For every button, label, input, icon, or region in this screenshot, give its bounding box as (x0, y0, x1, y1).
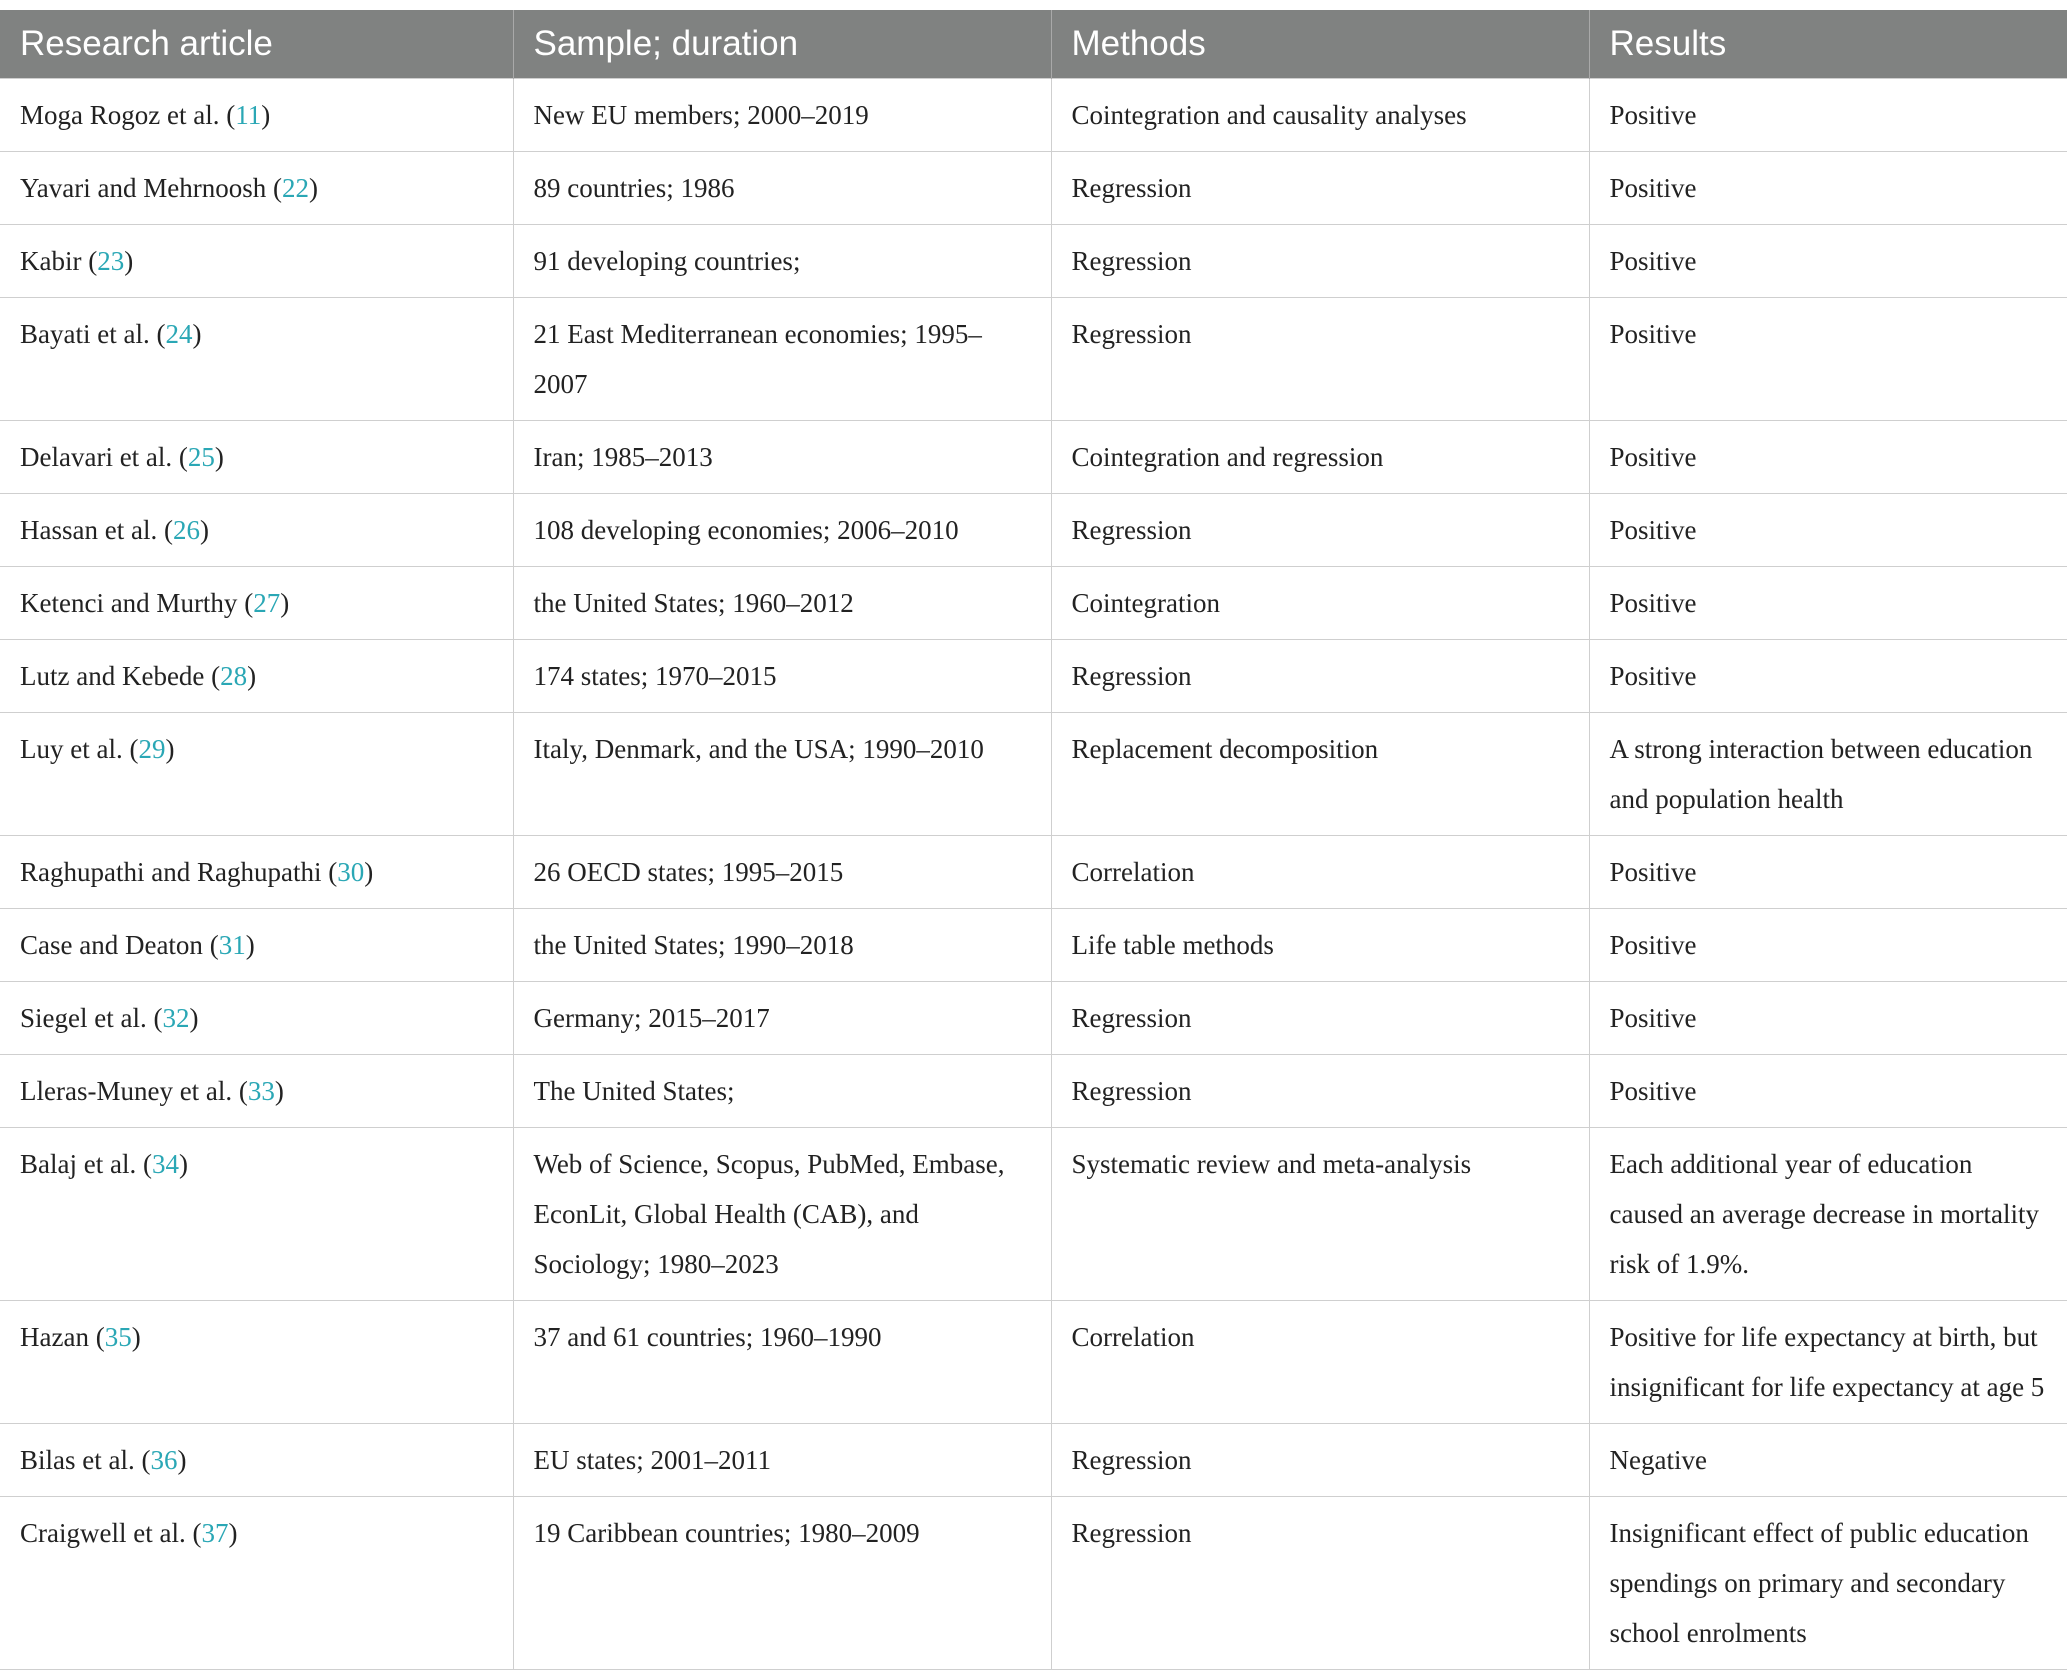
cell-research-article: Craigwell et al. (37) (0, 1497, 513, 1670)
author-name: Craigwell et al. (20, 1518, 186, 1548)
cell-sample-duration: EU states; 2001–2011 (513, 1424, 1051, 1497)
cell-results: Positive (1589, 79, 2067, 152)
citation-link[interactable]: 35 (104, 1322, 132, 1352)
citation-link[interactable]: 29 (138, 734, 166, 764)
citation-link[interactable]: 22 (281, 173, 309, 203)
cell-research-article: Kabir (23) (0, 225, 513, 298)
author-name: Hassan et al. (20, 515, 158, 545)
cell-research-article: Siegel et al. (32) (0, 982, 513, 1055)
cell-sample-duration: Germany; 2015–2017 (513, 982, 1051, 1055)
author-name: Kabir (20, 246, 82, 276)
cell-results: Positive (1589, 298, 2067, 421)
citation-link[interactable]: 32 (162, 1003, 190, 1033)
cell-sample-duration: The United States; (513, 1055, 1051, 1128)
header-methods: Methods (1051, 10, 1589, 79)
cell-methods: Replacement decomposition (1051, 713, 1589, 836)
header-results: Results (1589, 10, 2067, 79)
cell-research-article: Yavari and Mehrnoosh (22) (0, 152, 513, 225)
table-row (0, 152, 2067, 225)
cell-methods: Cointegration and causality analyses (1051, 79, 1589, 152)
table-row (0, 79, 2067, 152)
cell-results: Positive (1589, 909, 2067, 982)
table-body (0, 79, 2067, 1670)
cell-research-article: Bilas et al. (36) (0, 1424, 513, 1497)
author-name: Moga Rogoz et al. (20, 100, 220, 130)
cell-research-article: Luy et al. (29) (0, 713, 513, 836)
cell-methods: Regression (1051, 494, 1589, 567)
cell-results: Positive (1589, 421, 2067, 494)
cell-methods: Cointegration (1051, 567, 1589, 640)
cell-research-article: Hassan et al. (26) (0, 494, 513, 567)
cell-sample-duration: 174 states; 1970–2015 (513, 640, 1051, 713)
cell-sample-duration: New EU members; 2000–2019 (513, 79, 1051, 152)
citation-link[interactable]: 34 (151, 1149, 179, 1179)
citation-link[interactable]: 11 (235, 100, 262, 130)
table-row (0, 225, 2067, 298)
author-name: Ketenci and Murthy (20, 588, 238, 618)
cell-methods: Regression (1051, 1424, 1589, 1497)
table-row (0, 1128, 2067, 1301)
cell-methods: Regression (1051, 982, 1589, 1055)
cell-methods: Correlation (1051, 1301, 1589, 1424)
table-row (0, 909, 2067, 982)
cell-results: Insignificant effect of public education spendings on primary and secondary school enrolments (1589, 1497, 2067, 1670)
cell-methods: Life table methods (1051, 909, 1589, 982)
author-name: Case and Deaton (20, 930, 203, 960)
cell-research-article: Balaj et al. (34) (0, 1128, 513, 1301)
cell-results: Positive (1589, 225, 2067, 298)
cell-sample-duration: 91 developing countries; (513, 225, 1051, 298)
cell-results: A strong interaction between education and population health (1589, 713, 2067, 836)
cell-methods: Regression (1051, 152, 1589, 225)
cell-sample-duration: Web of Science, Scopus, PubMed, Embase, EconLit, Global Health (CAB), and Sociology; 1980–2023 (513, 1128, 1051, 1301)
author-name: Bilas et al. (20, 1445, 135, 1475)
cell-research-article: Lleras-Muney et al. (33) (0, 1055, 513, 1128)
citation-link[interactable]: 37 (201, 1518, 229, 1548)
cell-results: Positive (1589, 640, 2067, 713)
citation-link[interactable]: 27 (253, 588, 281, 618)
cell-sample-duration: 37 and 61 countries; 1960–1990 (513, 1301, 1051, 1424)
cell-research-article: Delavari et al. (25) (0, 421, 513, 494)
cell-research-article: Hazan (35) (0, 1301, 513, 1424)
header-research-article: Research article (0, 10, 513, 79)
author-name: Yavari and Mehrnoosh (20, 173, 267, 203)
table-row (0, 1301, 2067, 1424)
cell-results: Positive (1589, 836, 2067, 909)
author-name: Hazan (20, 1322, 89, 1352)
cell-research-article: Raghupathi and Raghupathi (30) (0, 836, 513, 909)
cell-results: Positive (1589, 982, 2067, 1055)
table-row (0, 982, 2067, 1055)
table-row (0, 421, 2067, 494)
citation-link[interactable]: 25 (187, 442, 215, 472)
cell-results: Each additional year of education caused an average decrease in mortality risk of 1.9%. (1589, 1128, 2067, 1301)
cell-methods: Correlation (1051, 836, 1589, 909)
citation-link[interactable]: 26 (172, 515, 200, 545)
cell-results: Positive (1589, 1055, 2067, 1128)
cell-sample-duration: 26 OECD states; 1995–2015 (513, 836, 1051, 909)
cell-research-article: Moga Rogoz et al. (11) (0, 79, 513, 152)
table-row (0, 640, 2067, 713)
literature-table (0, 10, 2067, 1670)
cell-research-article: Lutz and Kebede (28) (0, 640, 513, 713)
cell-sample-duration: the United States; 1960–2012 (513, 567, 1051, 640)
table-row (0, 713, 2067, 836)
author-name: Raghupathi and Raghupathi (20, 857, 322, 887)
cell-results: Negative (1589, 1424, 2067, 1497)
author-name: Delavari et al. (20, 442, 173, 472)
author-name: Lutz and Kebede (20, 661, 205, 691)
author-name: Siegel et al. (20, 1003, 147, 1033)
cell-research-article: Bayati et al. (24) (0, 298, 513, 421)
citation-link[interactable]: 30 (337, 857, 365, 887)
citation-link[interactable]: 33 (247, 1076, 275, 1106)
cell-results: Positive (1589, 152, 2067, 225)
cell-methods: Systematic review and meta-analysis (1051, 1128, 1589, 1301)
cell-results: Positive (1589, 494, 2067, 567)
cell-methods: Regression (1051, 225, 1589, 298)
cell-sample-duration: 21 East Mediterranean economies; 1995–2007 (513, 298, 1051, 421)
cell-sample-duration: the United States; 1990–2018 (513, 909, 1051, 982)
table-row (0, 836, 2067, 909)
author-name: Lleras-Muney et al. (20, 1076, 233, 1106)
author-name: Balaj et al. (20, 1149, 137, 1179)
header-sample-duration: Sample; duration (513, 10, 1051, 79)
table-row (0, 567, 2067, 640)
cell-methods: Regression (1051, 1497, 1589, 1670)
table-row (0, 1055, 2067, 1128)
author-name: Bayati et al. (20, 319, 150, 349)
cell-sample-duration: Italy, Denmark, and the USA; 1990–2010 (513, 713, 1051, 836)
cell-methods: Regression (1051, 1055, 1589, 1128)
cell-results: Positive for life expectancy at birth, but insignificant for life expectancy at age 5 (1589, 1301, 2067, 1424)
cell-results: Positive (1589, 567, 2067, 640)
citation-link[interactable]: 23 (97, 246, 125, 276)
table-row (0, 494, 2067, 567)
citation-link[interactable]: 31 (218, 930, 246, 960)
table-row (0, 298, 2067, 421)
table-row (0, 1497, 2067, 1670)
author-name: Luy et al. (20, 734, 123, 764)
table-row (0, 1424, 2067, 1497)
citation-link[interactable]: 24 (165, 319, 193, 349)
citation-link[interactable]: 36 (150, 1445, 178, 1475)
citation-link[interactable]: 28 (220, 661, 248, 691)
cell-methods: Regression (1051, 298, 1589, 421)
cell-sample-duration: Iran; 1985–2013 (513, 421, 1051, 494)
cell-sample-duration: 19 Caribbean countries; 1980–2009 (513, 1497, 1051, 1670)
header-row (0, 10, 2067, 79)
cell-methods: Regression (1051, 640, 1589, 713)
cell-research-article: Ketenci and Murthy (27) (0, 567, 513, 640)
cell-sample-duration: 108 developing economies; 2006–2010 (513, 494, 1051, 567)
cell-sample-duration: 89 countries; 1986 (513, 152, 1051, 225)
cell-methods: Cointegration and regression (1051, 421, 1589, 494)
cell-research-article: Case and Deaton (31) (0, 909, 513, 982)
